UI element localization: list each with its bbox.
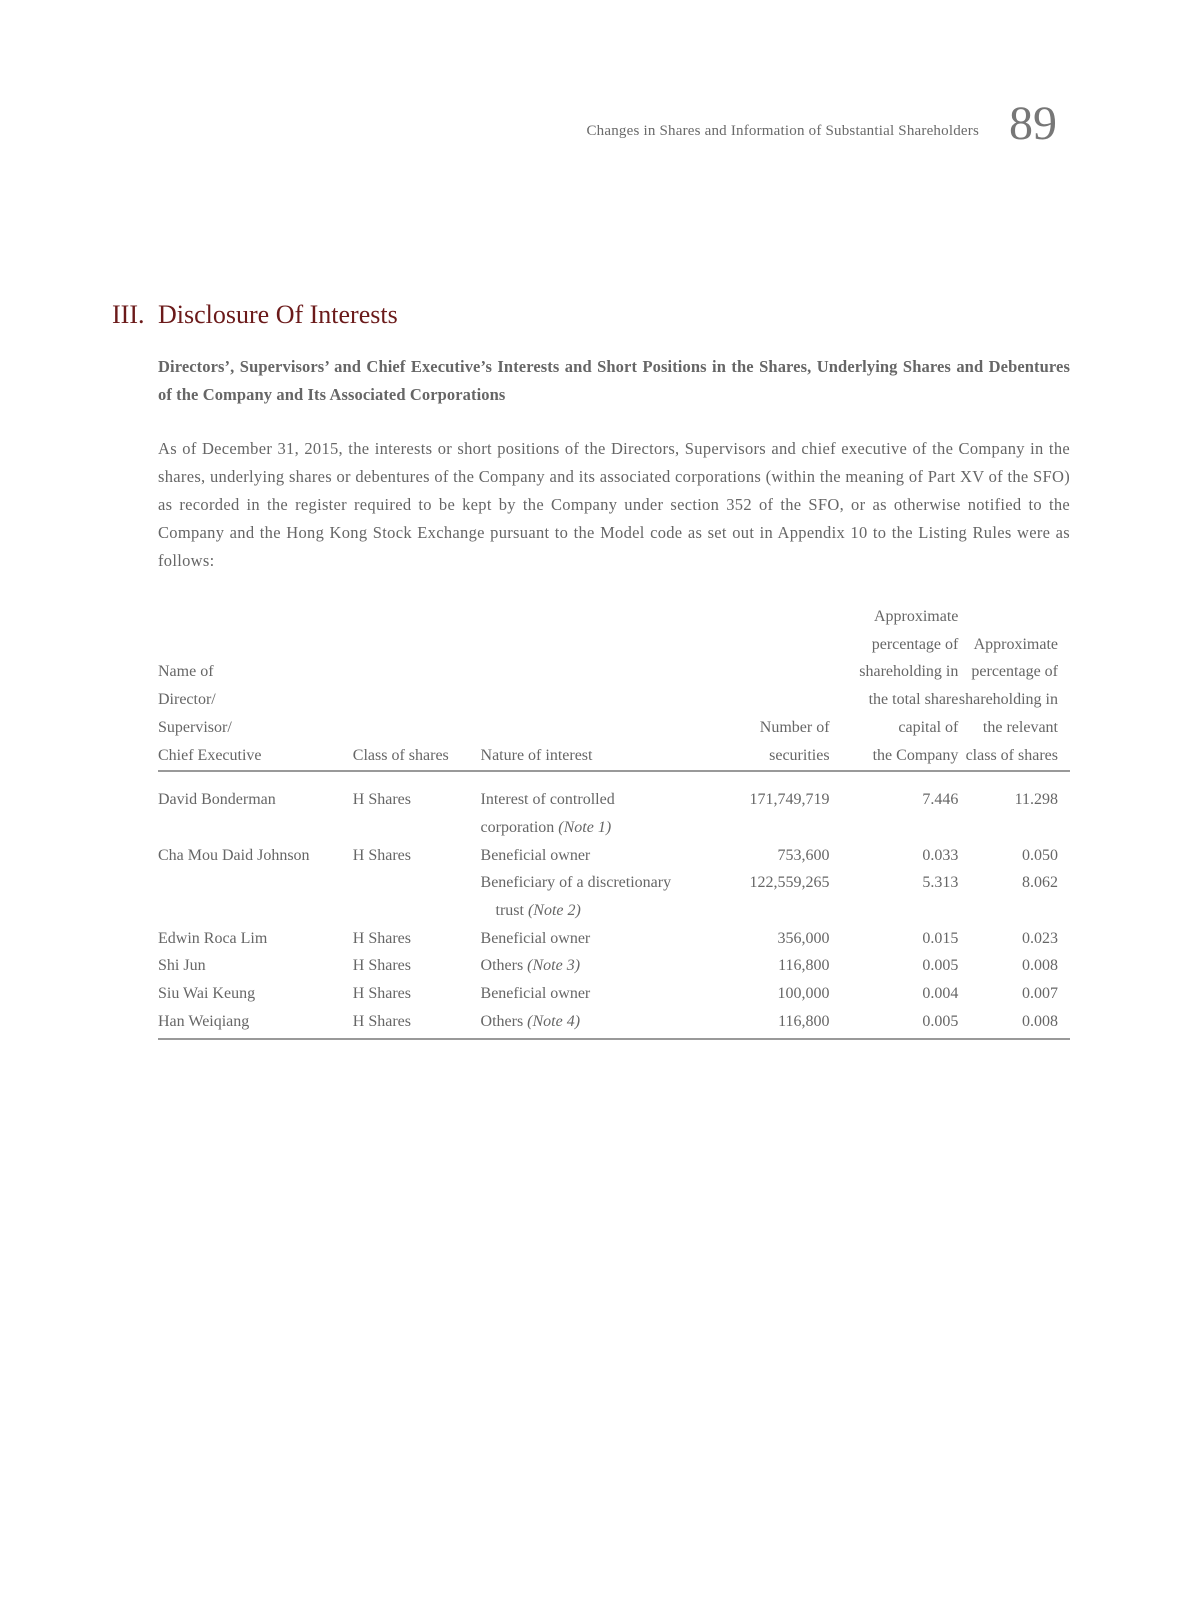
subheading: Directors’, Supervisors’ and Chief Executive’s Interests and Short Positions in the Shares, Underlying Shares and Debentures of the Company and Its Associated Corporations (158, 357, 1070, 404)
cell-name (158, 869, 353, 924)
cell-name: Siu Wai Keung (158, 985, 256, 1003)
nature-text: Others (480, 1012, 524, 1030)
table-row (158, 925, 1070, 953)
header-name: Name of Director/ Supervisor/ Chief Executive (158, 603, 353, 771)
header-number: Number of securities (702, 603, 830, 771)
running-header (586, 97, 1057, 150)
nature-line: Interest of controlled (480, 791, 615, 809)
cell-nature (481, 1008, 702, 1039)
body-paragraph: As of December 31, 2015, the interests or short positions of the Directors, Supervisors and chief executive of the Company in the shares, underlying shares or debentures of the Company and its associated corporations (within the meaning of Part XV of the SFO) as recorded in the register required to be kept by the Company under section 352 of the SFO, or as otherwise notified to the Company and the Hong Kong Stock Exchange pursuant to the Model code as set out in Appendix 10 to the Listing Rules were as follows: (158, 439, 1070, 570)
cell-pct-class: 0.007 (1022, 985, 1058, 1003)
table-row (158, 952, 1070, 980)
cell-pct-class: 0.023 (1022, 929, 1058, 947)
header-class: Class of shares (353, 603, 481, 771)
page-number: 89 (1009, 97, 1057, 150)
cell-number: 116,800 (702, 1008, 830, 1039)
nature-text: Others (480, 957, 524, 975)
cell-number: 100,000 (777, 985, 830, 1003)
cell-name: David Bonderman (158, 791, 276, 809)
cell-class: H Shares (352, 791, 412, 809)
note-ref: (Note 2) (527, 902, 581, 920)
table-row (158, 842, 1070, 870)
cell-number: 116,800 (778, 957, 830, 975)
section-number: III. (112, 300, 145, 329)
cell-pct-class: 0.008 (958, 1008, 1070, 1039)
header-pct-total: Approximate percentage of shareholding in the total share capital of the Company (830, 603, 959, 771)
cell-name: Shi Jun (158, 957, 206, 975)
cell-pct-total: 0.033 (922, 846, 959, 864)
cell-name: Edwin Roca Lim (158, 929, 268, 947)
cell-number: 171,749,719 (749, 791, 830, 809)
cell-pct-total: 0.004 (922, 985, 959, 1003)
table-row (158, 980, 1070, 1008)
cell-pct-total: 0.005 (922, 957, 959, 975)
cell-number: 122,559,265 (749, 874, 830, 892)
cell-class: H Shares (353, 1008, 481, 1039)
cell-class: H Shares (352, 929, 412, 947)
note-ref: (Note 3) (527, 957, 581, 975)
cell-pct-class: 11.298 (1014, 791, 1058, 809)
cell-class: H Shares (352, 846, 412, 864)
table-row (158, 869, 1070, 924)
cell-pct-class: 0.050 (1022, 846, 1058, 864)
cell-number: 753,600 (777, 846, 830, 864)
cell-pct-class: 0.008 (1022, 957, 1058, 975)
cell-nature (481, 952, 702, 980)
table-header-row (158, 603, 1070, 771)
cell-pct-total: 5.313 (922, 874, 959, 892)
interests-table (158, 603, 1070, 1040)
note-ref: (Note 4) (527, 1012, 581, 1030)
cell-name: Han Weiqiang (158, 1008, 353, 1039)
cell-class (353, 869, 481, 924)
running-title: Changes in Shares and Information of Substantial Shareholders (586, 123, 979, 139)
cell-name: Cha Mou Daid Johnson (158, 846, 310, 864)
cell-pct-class: 8.062 (1022, 874, 1058, 892)
cell-pct-total: 0.005 (830, 1008, 959, 1039)
header-nature: Nature of interest (481, 603, 702, 771)
section-title: Disclosure Of Interests (158, 300, 398, 329)
cell-pct-total: 7.446 (922, 791, 959, 809)
cell-nature: Beneficial owner (480, 985, 591, 1003)
note-ref: (Note 1) (558, 818, 612, 836)
header-pct-class: Approximate percentage of shareholding in the relevant class of shares (958, 603, 1070, 771)
cell-class: H Shares (352, 985, 412, 1003)
table-row (158, 1008, 1070, 1039)
cell-class: H Shares (352, 957, 412, 975)
cell-pct-total: 0.015 (922, 929, 959, 947)
section-heading (112, 300, 398, 330)
nature-line: corporation (480, 818, 555, 836)
cell-nature: Beneficial owner (480, 929, 591, 947)
cell-nature: Beneficial owner (480, 846, 591, 864)
cell-nature (481, 771, 702, 841)
nature-line: Beneficiary of a discretionary (480, 874, 672, 892)
table-row (158, 771, 1070, 841)
cell-number: 356,000 (777, 929, 830, 947)
nature-line: trust (495, 902, 524, 920)
cell-nature (481, 869, 702, 924)
